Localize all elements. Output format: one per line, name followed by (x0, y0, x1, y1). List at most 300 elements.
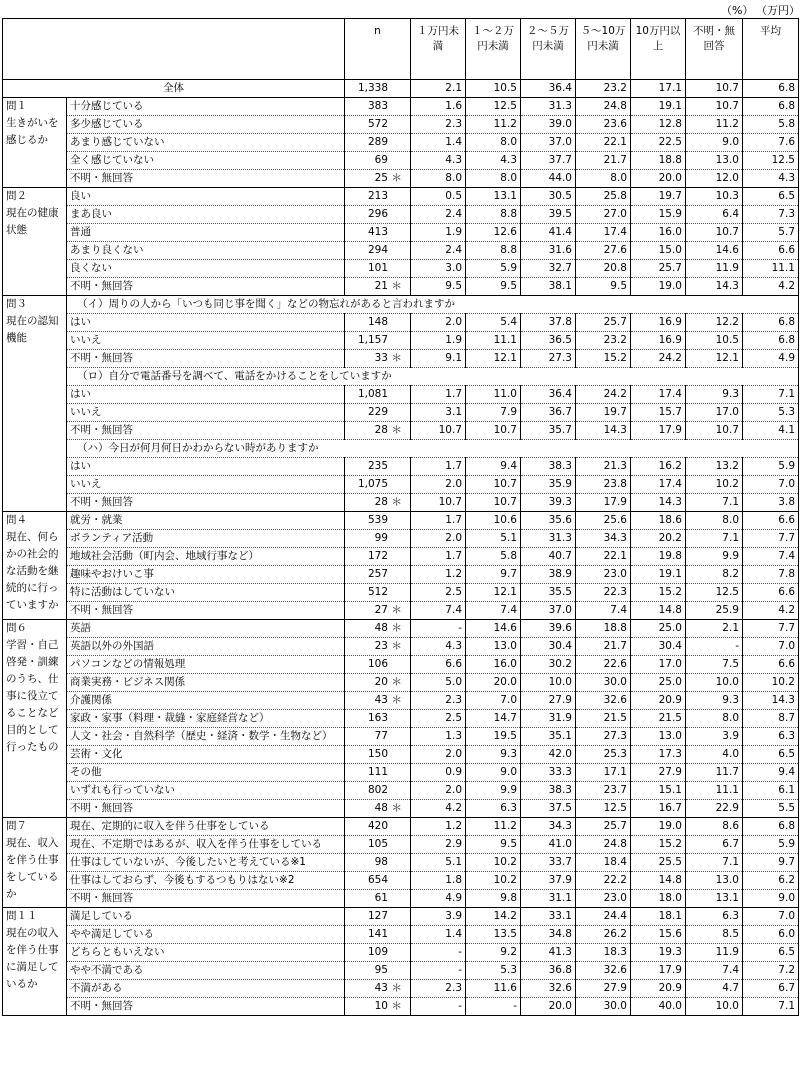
cell-value: 4.3 (411, 152, 466, 170)
category-label: はい (67, 458, 345, 476)
cell-value: - (411, 962, 466, 980)
cell-value: 18.8 (576, 620, 631, 638)
cell-value: 20.2 (631, 530, 686, 548)
cell-value: 31.6 (521, 242, 576, 260)
sample-size-value: 257 (367, 568, 388, 580)
cell-value: 9.2 (466, 944, 521, 962)
cell-value: 24.8 (576, 836, 631, 854)
cell-value: 13.1 (466, 188, 521, 206)
cell-value: 19.7 (631, 188, 686, 206)
cell-value: 7.5 (686, 656, 743, 674)
category-label: 芸術・文化 (67, 746, 345, 764)
sample-size-value: 43 (374, 694, 388, 706)
sample-size-value: 802 (367, 784, 388, 796)
cell-value: 19.0 (631, 278, 686, 296)
cell-value: 35.1 (521, 728, 576, 746)
sample-size-value: 61 (374, 892, 388, 904)
cell-value: 19.7 (576, 404, 631, 422)
cell-value: 3.0 (411, 260, 466, 278)
sample-size (345, 98, 411, 116)
sample-size (345, 548, 411, 566)
cell-value: 31.1 (521, 890, 576, 908)
cell-value: 1.2 (411, 818, 466, 836)
cell-value: 10.7 (411, 422, 466, 440)
cell-value: 6.5 (743, 944, 799, 962)
cell-value: 6.6 (743, 656, 799, 674)
sample-size (345, 134, 411, 152)
cell-value: 27.3 (576, 728, 631, 746)
cell-value: 38.3 (521, 458, 576, 476)
cell-value: 37.5 (521, 800, 576, 818)
total-value: 10.5 (466, 80, 521, 98)
category-label: いいえ (67, 404, 345, 422)
cell-value: 4.7 (686, 980, 743, 998)
cell-value: 19.1 (631, 566, 686, 584)
cell-value: 25.8 (576, 188, 631, 206)
table-row (3, 530, 799, 548)
cell-value: 27.0 (576, 206, 631, 224)
cell-value: 17.9 (631, 422, 686, 440)
category-label: 特に活動はしていない (67, 584, 345, 602)
cell-value: 15.2 (576, 350, 631, 368)
cell-value: 17.4 (631, 386, 686, 404)
cell-value: 25.9 (686, 602, 743, 620)
question-label: 問１ 生きがいを感じるか (3, 98, 67, 188)
cell-value: 21.5 (631, 710, 686, 728)
cell-value: 8.0 (686, 710, 743, 728)
sample-size (345, 224, 411, 242)
category-label: 普通 (67, 224, 345, 242)
sample-size-value: 654 (367, 874, 388, 886)
cell-value: 25.5 (631, 854, 686, 872)
cell-value: 12.6 (466, 224, 521, 242)
cell-value: 9.3 (686, 386, 743, 404)
category-label: 仕事はしていないが、今後したいと考えている※1 (67, 854, 345, 872)
category-label: 家政・家事（料理・裁縫・家庭経営など） (67, 710, 345, 728)
cell-value: 3.1 (411, 404, 466, 422)
category-label: その他 (67, 764, 345, 782)
cell-value: 14.2 (466, 908, 521, 926)
cell-value: 22.5 (631, 134, 686, 152)
sample-size-value: 28 (374, 424, 388, 436)
cell-value: 9.5 (576, 278, 631, 296)
cell-value: 6.8 (743, 314, 799, 332)
sample-size (345, 728, 411, 746)
cell-value: 8.0 (411, 170, 466, 188)
cell-value: 10.0 (686, 674, 743, 692)
cell-value: 9.8 (466, 890, 521, 908)
cell-value: 17.0 (686, 404, 743, 422)
cell-value: 37.7 (521, 152, 576, 170)
cell-value: 6.8 (743, 818, 799, 836)
sample-size-value: 413 (367, 226, 388, 238)
cell-value: 34.3 (521, 818, 576, 836)
header-average: 平均 (743, 19, 799, 80)
cell-value: 15.7 (631, 404, 686, 422)
cell-value: 9.5 (466, 836, 521, 854)
cell-value: 14.3 (686, 278, 743, 296)
category-label: 仕事はしておらず、今後もするつもりはない※2 (67, 872, 345, 890)
category-label: 不満がある (67, 980, 345, 998)
subquestion-row (3, 368, 799, 386)
cell-value: 11.2 (466, 818, 521, 836)
sample-size-value: 106 (367, 658, 388, 670)
cell-value: 21.5 (576, 710, 631, 728)
cell-value: 12.1 (466, 584, 521, 602)
sample-size-value: 229 (367, 406, 388, 418)
cell-value: 7.3 (743, 206, 799, 224)
cell-value: 6.5 (743, 746, 799, 764)
sample-size (345, 494, 411, 512)
sample-size-value: 148 (367, 316, 388, 328)
cell-value: 24.8 (576, 98, 631, 116)
cell-value: 12.5 (466, 98, 521, 116)
sample-size (345, 620, 411, 638)
cell-value: 6.8 (743, 332, 799, 350)
table-row (3, 152, 799, 170)
category-label: いいえ (67, 332, 345, 350)
category-label: やや満足している (67, 926, 345, 944)
cell-value: 16.7 (631, 800, 686, 818)
cell-value: 7.0 (743, 476, 799, 494)
cell-value: 38.9 (521, 566, 576, 584)
cell-value: 7.1 (743, 998, 799, 1016)
cell-value: 8.2 (686, 566, 743, 584)
cell-value: 14.3 (576, 422, 631, 440)
cell-value: 25.7 (576, 818, 631, 836)
cell-value: 23.8 (576, 476, 631, 494)
cell-value: 5.4 (466, 314, 521, 332)
cell-value: - (411, 944, 466, 962)
cell-value: 9.5 (411, 278, 466, 296)
small-sample-mark: ＊ (391, 352, 402, 364)
cell-value: 34.8 (521, 926, 576, 944)
sample-size (345, 458, 411, 476)
category-label: あまり感じていない (67, 134, 345, 152)
sample-size-value: 289 (367, 136, 388, 148)
cell-value: 12.5 (743, 152, 799, 170)
cell-value: 1.7 (411, 512, 466, 530)
total-value: 10.7 (686, 80, 743, 98)
sample-size-value: 127 (367, 910, 388, 922)
category-label: はい (67, 386, 345, 404)
header-over-10: 10万円以上 (631, 19, 686, 80)
cell-value: 1.6 (411, 98, 466, 116)
cell-value: - (466, 998, 521, 1016)
question-label: 問６ 学習・自己啓発・訓練のうち、仕事に役立てることなど目的として行ったもの (3, 620, 67, 818)
sample-size-value: 420 (367, 820, 388, 832)
cell-value: 6.6 (743, 584, 799, 602)
sample-size-value: 21 (374, 280, 388, 292)
table-row (3, 422, 799, 440)
cell-value: 7.1 (686, 854, 743, 872)
sample-size (345, 998, 411, 1016)
table-row (3, 170, 799, 188)
sample-size-value: 109 (367, 946, 388, 958)
sample-size-value: 43 (374, 982, 388, 994)
cell-value: 8.8 (466, 206, 521, 224)
cell-value: 11.1 (686, 782, 743, 800)
cell-value: 35.7 (521, 422, 576, 440)
sample-size-value: 512 (367, 586, 388, 598)
cell-value: 2.1 (686, 620, 743, 638)
cell-value: 18.0 (631, 890, 686, 908)
cell-value: - (686, 638, 743, 656)
cell-value: 6.6 (743, 242, 799, 260)
cell-value: 21.3 (576, 458, 631, 476)
cell-value: 10.7 (466, 476, 521, 494)
sample-size (345, 206, 411, 224)
cell-value: 2.3 (411, 980, 466, 998)
cell-value: 10.7 (686, 98, 743, 116)
cell-value: 6.0 (743, 926, 799, 944)
cell-value: 39.0 (521, 116, 576, 134)
cell-value: - (411, 998, 466, 1016)
cell-value: 5.8 (743, 116, 799, 134)
cell-value: 16.0 (466, 656, 521, 674)
cell-value: 0.9 (411, 764, 466, 782)
cell-value: 1.3 (411, 728, 466, 746)
cell-value: 2.4 (411, 242, 466, 260)
cell-value: 8.0 (466, 170, 521, 188)
cell-value: 24.2 (631, 350, 686, 368)
sample-size (345, 800, 411, 818)
cell-value: 18.6 (631, 512, 686, 530)
cell-value: 9.5 (466, 278, 521, 296)
table-row (3, 116, 799, 134)
cell-value: 14.3 (631, 494, 686, 512)
table-row (3, 278, 799, 296)
table-row (3, 494, 799, 512)
cell-value: 20.0 (466, 674, 521, 692)
category-label: はい (67, 314, 345, 332)
table-row (3, 656, 799, 674)
cell-value: 25.0 (631, 620, 686, 638)
cell-value: 18.4 (576, 854, 631, 872)
cell-value: 5.0 (411, 674, 466, 692)
cell-value: 7.0 (466, 692, 521, 710)
cell-value: 6.6 (743, 512, 799, 530)
table-row (3, 944, 799, 962)
sample-size (345, 926, 411, 944)
cell-value: 22.6 (576, 656, 631, 674)
cell-value: 14.7 (466, 710, 521, 728)
cell-value: 8.0 (576, 170, 631, 188)
cell-value: 13.0 (686, 872, 743, 890)
cell-value: 13.0 (686, 152, 743, 170)
data-table (2, 18, 799, 1016)
table-row (3, 512, 799, 530)
category-label: 現在、定期的に収入を伴う仕事をしている (67, 818, 345, 836)
units-row (0, 0, 800, 20)
cell-value: 1.7 (411, 458, 466, 476)
sample-size (345, 872, 411, 890)
table-row (3, 620, 799, 638)
table-row (3, 800, 799, 818)
cell-value: 44.0 (521, 170, 576, 188)
cell-value: 15.9 (631, 206, 686, 224)
cell-value: 37.0 (521, 602, 576, 620)
cell-value: 22.9 (686, 800, 743, 818)
cell-value: 22.3 (576, 584, 631, 602)
category-label: 商業実務・ビジネス関係 (67, 674, 345, 692)
sample-size-value: 25 (374, 172, 388, 184)
cell-value: 2.9 (411, 836, 466, 854)
category-label: 不明・無回答 (67, 800, 345, 818)
cell-value: 5.5 (743, 800, 799, 818)
cell-value: 13.2 (686, 458, 743, 476)
sample-size-value: 383 (367, 100, 388, 112)
sample-size-value: 101 (367, 262, 388, 274)
cell-value: 8.0 (686, 512, 743, 530)
cell-value: 9.4 (466, 458, 521, 476)
table-row (3, 404, 799, 422)
cell-value: 16.9 (631, 332, 686, 350)
sample-size (345, 656, 411, 674)
small-sample-mark: ＊ (391, 802, 402, 814)
cell-value: 24.2 (576, 386, 631, 404)
subquestion-text: （ハ）今日が何月何日かわからない時がありますか (67, 440, 799, 458)
sample-size-value: 95 (374, 964, 388, 976)
cell-value: 5.9 (743, 458, 799, 476)
cell-value: 6.7 (686, 836, 743, 854)
table-row (3, 602, 799, 620)
cell-value: 0.5 (411, 188, 466, 206)
cell-value: 5.3 (466, 962, 521, 980)
cell-value: 5.8 (466, 548, 521, 566)
cell-value: 5.9 (743, 836, 799, 854)
sample-size (345, 962, 411, 980)
cell-value: 11.1 (466, 332, 521, 350)
cell-value: 9.7 (466, 566, 521, 584)
cell-value: 32.6 (576, 692, 631, 710)
cell-value: 12.5 (576, 800, 631, 818)
cell-value: 10.7 (466, 422, 521, 440)
table-row (3, 980, 799, 998)
cell-value: 17.4 (631, 476, 686, 494)
cell-value: 2.0 (411, 476, 466, 494)
sample-size (345, 638, 411, 656)
sample-size (345, 746, 411, 764)
sample-size-value: 98 (374, 856, 388, 868)
cell-value: 3.9 (686, 728, 743, 746)
sample-size-value: 28 (374, 496, 388, 508)
cell-value: 39.5 (521, 206, 576, 224)
cell-value: 39.3 (521, 494, 576, 512)
category-label: 不明・無回答 (67, 350, 345, 368)
cell-value: 4.9 (743, 350, 799, 368)
small-sample-mark: ＊ (391, 694, 402, 706)
cell-value: 37.0 (521, 134, 576, 152)
cell-value: 19.0 (631, 818, 686, 836)
cell-value: 35.5 (521, 584, 576, 602)
cell-value: 22.1 (576, 548, 631, 566)
table-row (3, 134, 799, 152)
category-label: 良くない (67, 260, 345, 278)
cell-value: 8.0 (466, 134, 521, 152)
category-label: 十分感じている (67, 98, 345, 116)
sample-size-value: 77 (374, 730, 388, 742)
cell-value: 39.6 (521, 620, 576, 638)
cell-value: 14.8 (631, 602, 686, 620)
cell-value: 15.2 (631, 584, 686, 602)
header-no-answer: 不明・無回答 (686, 19, 743, 80)
cell-value: 14.6 (686, 242, 743, 260)
table-row (3, 242, 799, 260)
cell-value: 7.1 (743, 386, 799, 404)
cell-value: 9.0 (686, 134, 743, 152)
cell-value: 9.3 (466, 746, 521, 764)
cell-value: 25.6 (576, 512, 631, 530)
cell-value: 19.1 (631, 98, 686, 116)
sample-size (345, 278, 411, 296)
cell-value: 20.0 (521, 998, 576, 1016)
sample-size (345, 674, 411, 692)
sample-size (345, 890, 411, 908)
category-label: ボランティア活動 (67, 530, 345, 548)
table-row (3, 836, 799, 854)
cell-value: 12.8 (631, 116, 686, 134)
question-label: 問７ 現在、収入を伴う仕事をしているか (3, 818, 67, 908)
cell-value: 10.0 (686, 998, 743, 1016)
cell-value: 12.2 (686, 314, 743, 332)
sample-size-value: 172 (367, 550, 388, 562)
cell-value: 2.0 (411, 530, 466, 548)
table-row (3, 728, 799, 746)
sample-size (345, 260, 411, 278)
cell-value: 10.3 (686, 188, 743, 206)
cell-value: 16.2 (631, 458, 686, 476)
cell-value: 27.9 (576, 980, 631, 998)
header-blank (3, 19, 345, 80)
cell-value: 19.8 (631, 548, 686, 566)
table-row (3, 98, 799, 116)
sample-size (345, 710, 411, 728)
category-label: 不明・無回答 (67, 170, 345, 188)
cell-value: 21.7 (576, 638, 631, 656)
subquestion-text: （ロ）自分で電話番号を調べて、電話をかけることをしていますか (67, 368, 799, 386)
cell-value: 12.1 (466, 350, 521, 368)
subquestion-row (3, 440, 799, 458)
total-label: 全体 (3, 80, 345, 98)
cell-value: 37.8 (521, 314, 576, 332)
cell-value: 2.5 (411, 584, 466, 602)
cell-value: 9.4 (743, 764, 799, 782)
table-row (3, 908, 799, 926)
cell-value: 30.4 (631, 638, 686, 656)
sample-size-value: 27 (374, 604, 388, 616)
cell-value: 25.0 (631, 674, 686, 692)
cell-value: 25.7 (576, 314, 631, 332)
cell-value: 1.7 (411, 386, 466, 404)
sample-size-value: 1,075 (357, 478, 388, 490)
category-label: どちらともいえない (67, 944, 345, 962)
cell-value: 11.2 (466, 116, 521, 134)
cell-value: 7.0 (743, 638, 799, 656)
cell-value: 7.4 (576, 602, 631, 620)
cell-value: 1.9 (411, 332, 466, 350)
category-label: 人文・社会・自然科学（歴史・経済・数学・生物など） (67, 728, 345, 746)
cell-value: 42.0 (521, 746, 576, 764)
cell-value: 7.0 (743, 908, 799, 926)
cell-value: 7.1 (686, 494, 743, 512)
total-value: 17.1 (631, 80, 686, 98)
cell-value: 31.3 (521, 98, 576, 116)
cell-value: 40.7 (521, 548, 576, 566)
table-row (3, 818, 799, 836)
cell-value: 41.0 (521, 836, 576, 854)
cell-value: 17.9 (631, 962, 686, 980)
